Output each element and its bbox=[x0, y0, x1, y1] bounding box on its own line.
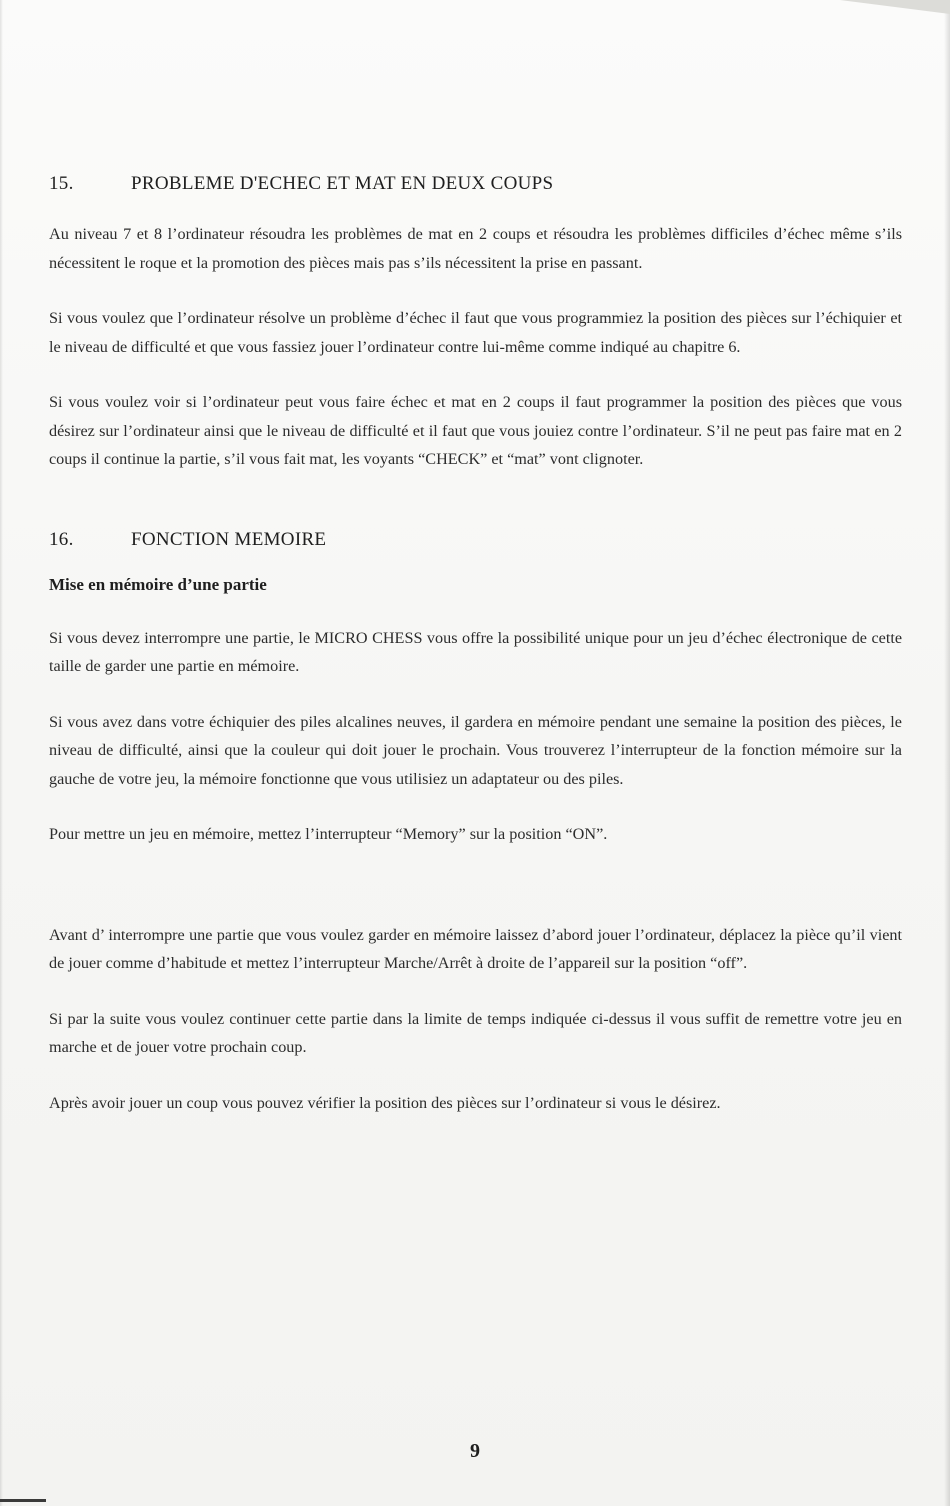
section-16-number: 16. bbox=[49, 528, 74, 550]
section-16-title: FONCTION MEMOIRE bbox=[131, 528, 327, 550]
section-15-paragraph-3: Si vous voulez voir si l’ordinateur peut vous faire échec et mat en 2 coups il faut programmer la position des pièces que vous désirez sur l’ordinateur ainsi que le niveau de difficulté et il faut que vous jouiez contre l’ordinateur. S’il ne peut pas faire mat en 2 coups il continue la partie, s’il vous fait mat, les voyants “CHECK” et “mat” vont clignoter. bbox=[49, 393, 902, 468]
section-16-paragraph-6: Après avoir jouer un coup vous pouvez vérifier la position des pièces sur l’ordinateur si vous le désirez. bbox=[49, 1093, 721, 1112]
section-16-paragraph-1: Si vous devez interrompre une partie, le MICRO CHESS vous offre la possibilité unique pour un jeu d’échec électronique de cette taille de garder une partie en mémoire. bbox=[49, 628, 902, 675]
section-15-paragraph-2: Si vous voulez que l’ordinateur résolve un problème d’échec il faut que vous programmiez la position des pièces sur l’échiquier et le niveau de difficulté et que vous fassiez jouer l’ordinateur contre lui-même comme indiqué au chapitre 6. bbox=[49, 309, 902, 356]
section-16-heading bbox=[49, 526, 902, 554]
page-number: 9 bbox=[470, 1440, 480, 1462]
scan-mark bbox=[0, 1499, 46, 1502]
section-16-paragraph-3: Pour mettre un jeu en mémoire, mettez l’interrupteur “Memory” sur la position “ON”. bbox=[49, 825, 608, 843]
page-edge-right bbox=[944, 0, 950, 1506]
page-content bbox=[49, 170, 902, 1117]
section-16-paragraph-2: Si vous avez dans votre échiquier des piles alcalines neuves, il gardera en mémoire pendant une semaine la position des pièces, le niveau de difficulté, ainsi que la couleur qui doit jouer le prochain. Vous trouverez l’interrupteur de la fonction mémoire sur la gauche de votre jeu, la mémoire fonctionne que vous utilisiez un adaptateur ou des piles. bbox=[49, 712, 902, 788]
page-corner-fold bbox=[840, 0, 950, 14]
section-15-title: PROBLEME D'ECHEC ET MAT EN DEUX COUPS bbox=[131, 173, 554, 194]
section-15-number: 15. bbox=[49, 173, 74, 194]
section-15-heading bbox=[49, 170, 902, 198]
section-16-subheading: Mise en mémoire d’une partie bbox=[49, 574, 267, 594]
section-16-paragraph-4: Avant d’ interrompre une partie que vous voulez garder en mémoire laissez d’abord jouer l’ordinateur, déplacez la pièce qu’il vient de jouer comme d’habitude et mettez l’interrupteur Marche/Arrêt à droite de l’appareil sur la position “off”. bbox=[49, 925, 902, 972]
section-15-paragraph-1: Au niveau 7 et 8 l’ordinateur résoudra les problèmes de mat en 2 coups et résoudra les problèmes difficiles d’échec même s’ils nécessitent le roque et la promotion des pièces mais pas s’ils nécessitent la prise en passant. bbox=[49, 225, 902, 272]
page-edge-left bbox=[0, 0, 3, 1506]
section-16-paragraph-5: Si par la suite vous voulez continuer cette partie dans la limite de temps indiquée ci-dessus il vous suffit de remettre votre jeu en marche et de jouer votre prochain coup. bbox=[49, 1009, 902, 1056]
